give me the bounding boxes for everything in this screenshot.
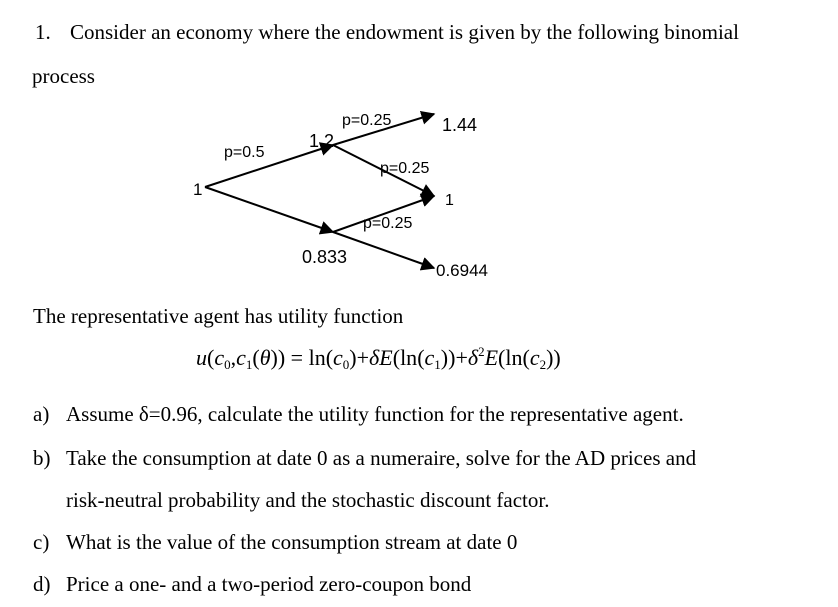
question-text-line1: Consider an economy where the endowment is given by the following binomial xyxy=(70,20,739,44)
leaf-mid-value: 1 xyxy=(445,192,454,209)
leaf-down-value: 0.6944 xyxy=(436,261,488,280)
leaf-up-value: 1.44 xyxy=(442,115,478,135)
part-b-text-line1: Take the consumption at date 0 as a numeraire, solve for the AD prices and xyxy=(66,446,697,470)
prob-up-down-label: p=0.25 xyxy=(380,160,430,177)
root-value: 1 xyxy=(193,180,203,199)
edge-root-down xyxy=(205,187,333,232)
part-a-letter: a) xyxy=(33,402,50,426)
up-node-value: 1.2 xyxy=(309,131,335,151)
part-d-text: Price a one- and a two-period zero-coupon bond xyxy=(66,572,472,596)
prob-up-up-label: p=0.25 xyxy=(342,112,392,129)
binomial-tree-diagram xyxy=(0,0,838,300)
prob-down-up-label: p=0.25 xyxy=(363,215,413,232)
edge-down-down xyxy=(333,232,434,268)
part-c-letter: c) xyxy=(33,530,50,554)
utility-intro: The representative agent has utility function xyxy=(33,304,404,328)
utility-formula: $u(c_0,c_1(\theta)) = \ln(c_0)+\delta E(\ln(c_1))+\delta^2E(\ln(c_2))$ xyxy=(196,344,561,372)
part-c-text: What is the value of the consumption stream at date 0 xyxy=(66,530,518,554)
prob-first-label: p=0.5 xyxy=(224,144,265,161)
question-number: 1. xyxy=(35,20,51,44)
part-d-letter: d) xyxy=(33,572,51,596)
part-b-letter: b) xyxy=(33,446,51,470)
part-b-text-line2: risk-neutral probability and the stochastic discount factor. xyxy=(66,488,550,512)
question-text-line2: process xyxy=(32,64,95,88)
down-node-value: 0.833 xyxy=(302,247,348,267)
part-a-text: Assume δ=0.96, calculate the utility function for the representative agent. xyxy=(66,402,684,426)
